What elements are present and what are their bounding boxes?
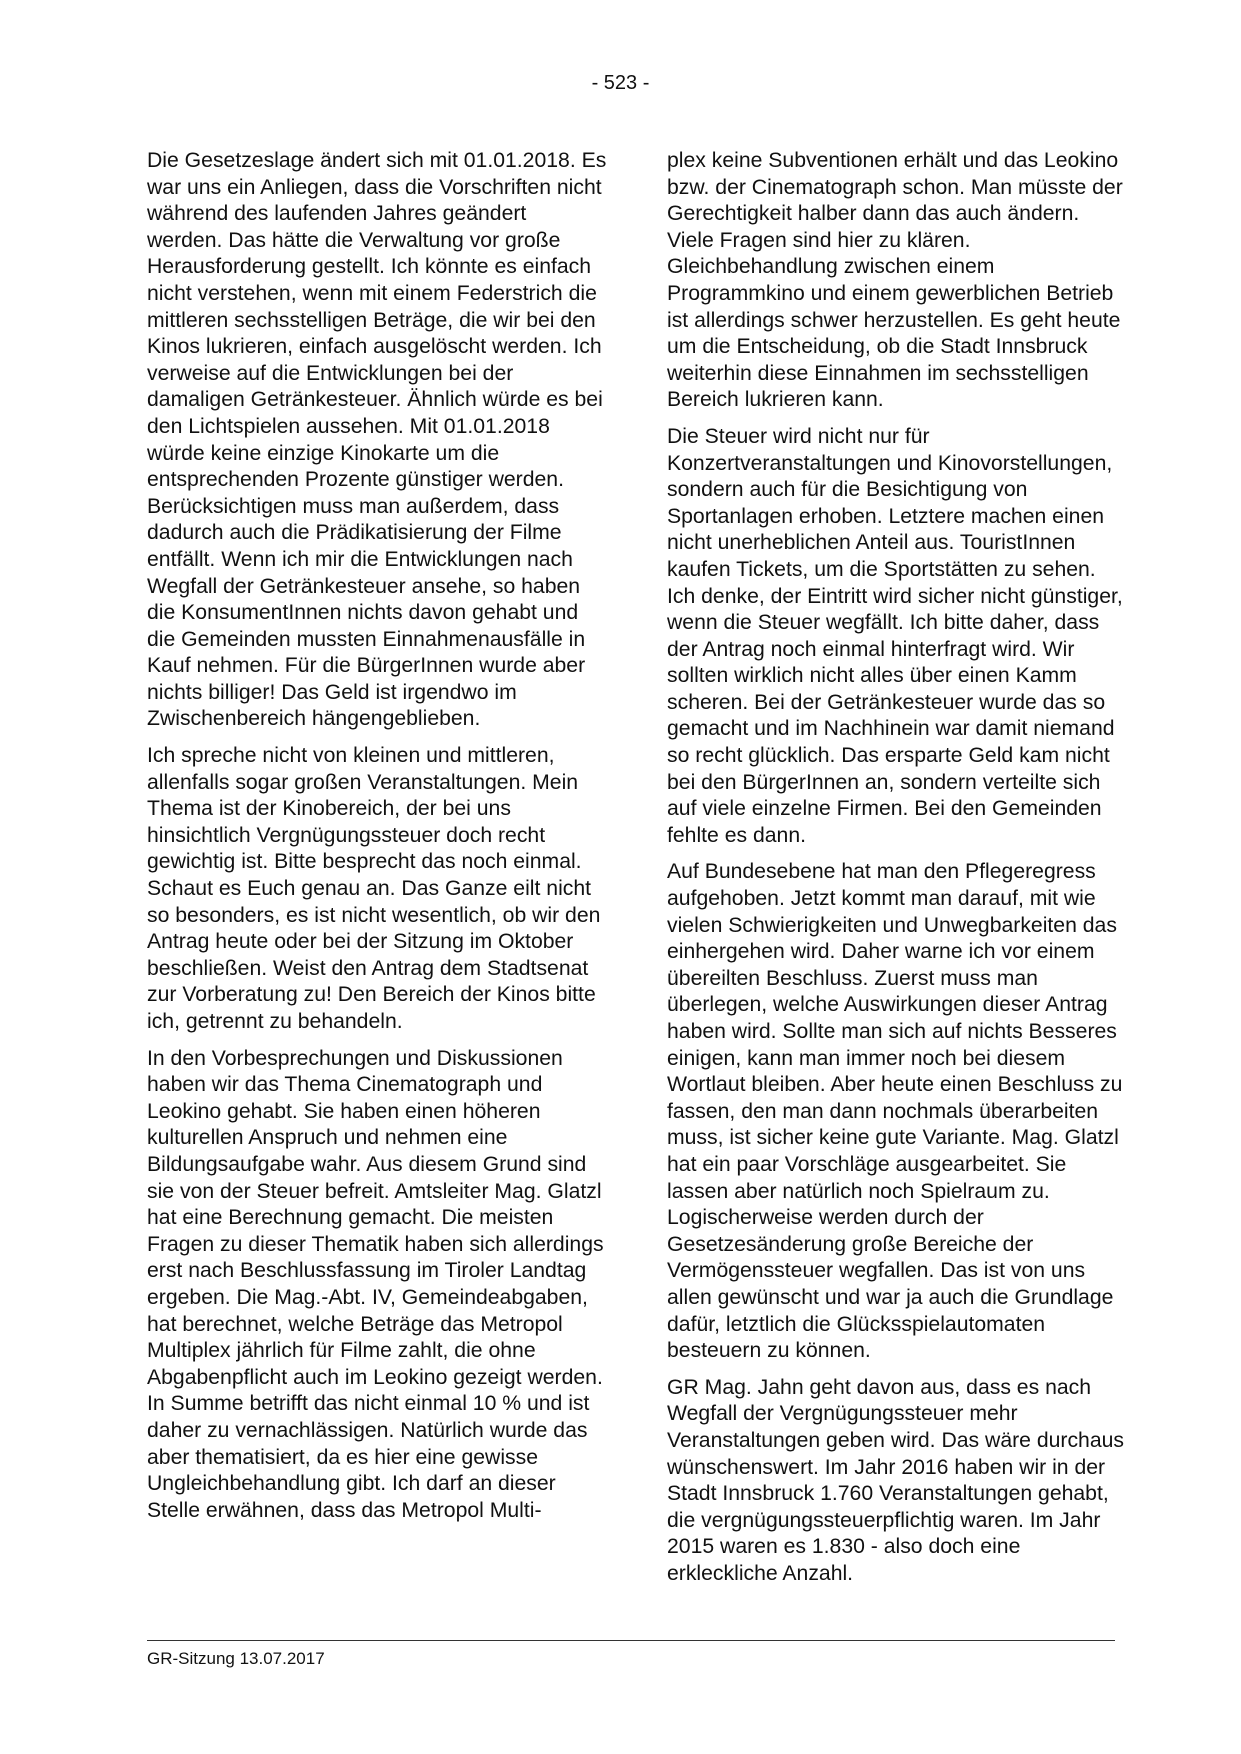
paragraph: Die Gesetzeslage ändert sich mit 01.01.2018. Es war uns ein Anliegen, dass die Vorschriften nicht während des laufenden Jahres geändert werden. Das hätte die Verwaltung vor große Herausforderung gestellt. Ich könnte es einfach nicht verstehen, wenn mit einem Federstrich die mittleren sechsstelligen Beträge, die wir bei den Kinos lukrieren, einfach ausgelöscht werden. Ich verweise auf die Entwicklungen bei der damaligen Getränkesteuer. Ähnlich würde es bei den Lichtspielen aussehen. Mit 01.01.2018 würde keine einzige Kinokarte um die entsprechenden Prozente günstiger werden. Berücksichtigen muss man außerdem, dass dadurch auch die Prädikatisierung der Filme entfällt. Wenn ich mir die Entwicklungen nach Wegfall der Getränkesteuer ansehe, so haben die KonsumentInnen nichts davon gehabt und die Gemeinden mussten Einnahmenausfälle in Kauf nehmen. Für die BürgerInnen wurde aber nichts billiger! Das Geld ist irgendwo im Zwischenbereich hängengeblieben. (147, 149, 607, 731)
left-column (147, 148, 607, 1534)
paragraph: plex keine Subventionen erhält und das Leokino bzw. der Cinematograph schon. Man müsste der Gerechtigkeit halber dann das auch ändern. Viele Fragen sind hier zu klären. Gleichbehandlung zwischen einem Programmkino und einem gewerblichen Betrieb ist allerdings schwer herzustellen. Es geht heute um die Entscheidung, ob die Stadt Innsbruck weiterhin diese Einnahmen im sechsstelligen Bereich lukrieren kann. (667, 149, 1123, 412)
paragraph: In den Vorbesprechungen und Diskussionen haben wir das Thema Cinematograph und Leokino gehabt. Sie haben einen höheren kulturellen Anspruch und nehmen eine Bildungsaufgabe wahr. Aus diesem Grund sind sie von der Steuer befreit. Amtsleiter Mag. Glatzl hat eine Berechnung gemacht. Die meisten Fragen zu dieser Thematik haben sich allerdings erst nach Beschlussfassung im Tiroler Landtag ergeben. Die Mag.-Abt. IV, Gemeindeabgaben, hat berechnet, welche Beträge das Metropol Multiplex jährlich für Filme zahlt, die ohne Abgabenpflicht auch im Leokino gezeigt werden. In Summe betrifft das nicht einmal 10 % und ist daher zu vernachlässigen. Natürlich wurde das aber thematisiert, da es hier eine gewisse Ungleichbehandlung gibt. Ich darf an dieser Stelle erwähnen, dass das Metropol Multi- (147, 1046, 604, 1522)
paragraph: Auf Bundesebene hat man den Pflegeregress aufgehoben. Jetzt kommt man darauf, mit wie vielen Schwierigkeiten und Unwegbarkeiten das einhergehen wird. Daher warne ich vor einem übereilten Beschluss. Zuerst muss man überlegen, welche Auswirkungen dieser Antrag haben wird. Sollte man sich auf nichts Besseres einigen, kann man immer noch bei diesem Wortlaut bleiben. Aber heute einen Beschluss zu fassen, den man dann nochmals überarbeiten muss, ist sicher keine gute Variante. Mag. Glatzl hat ein paar Vorschläge ausgearbeitet. Sie lassen aber natürlich noch Spielraum zu. Logischerweise werden durch der Gesetzesänderung große Bereiche der Vermögenssteuer wegfallen. Das ist von uns allen gewünscht und war ja auch die Grundlage dafür, letztlich die Glücksspielautomaten besteuern zu können. (667, 860, 1123, 1363)
right-column (667, 148, 1127, 1597)
page-number: - 523 - (591, 72, 650, 94)
footer-session-date: GR-Sitzung 13.07.2017 (147, 1649, 325, 1668)
footer-divider (147, 1640, 1115, 1641)
paragraph: GR Mag. Jahn geht davon aus, dass es nach Wegfall der Vergnügungssteuer mehr Veranstaltungen geben wird. Das wäre durchaus wünschenswert. Im Jahr 2016 haben wir in der Stadt Innsbruck 1.760 Veranstaltungen gehabt, die vergnügungssteuerpflichtig waren. Im Jahr 2015 waren es 1.830 - also doch eine erkleckliche Anzahl. (667, 1375, 1124, 1585)
paragraph: Ich spreche nicht von kleinen und mittleren, allenfalls sogar großen Veranstaltungen. Mein Thema ist der Kinobereich, der bei uns hinsichtlich Vergnügungssteuer doch recht gewichtig ist. Bitte besprecht das noch einmal. Schaut es Euch genau an. Das Ganze eilt nicht so besonders, es ist nicht wesentlich, ob wir den Antrag heute oder bei der Sitzung im Oktober beschließen. Weist den Antrag dem Stadtsenat zur Vorberatung zu! Den Bereich der Kinos bitte ich, getrennt zu behandeln. (147, 744, 601, 1033)
paragraph: Die Steuer wird nicht nur für Konzertveranstaltungen und Kinovorstellungen, sondern auch für die Besichtigung von Sportanlagen erhoben. Letztere machen einen nicht unerheblichen Anteil aus. TouristInnen kaufen Tickets, um die Sportstätten zu sehen. Ich denke, der Eintritt wird sicher nicht günstiger, wenn die Steuer wegfällt. Ich bitte daher, dass der Antrag noch einmal hinterfragt wird. Wir sollten wirklich nicht alles über einen Kamm scheren. Bei der Getränkesteuer wurde das so gemacht und im Nachhinein war damit niemand so recht glücklich. Das ersparte Geld kam nicht bei den BürgerInnen an, sondern verteilte sich auf viele einzelne Firmen. Bei den Gemeinden fehlte es dann. (667, 424, 1123, 847)
